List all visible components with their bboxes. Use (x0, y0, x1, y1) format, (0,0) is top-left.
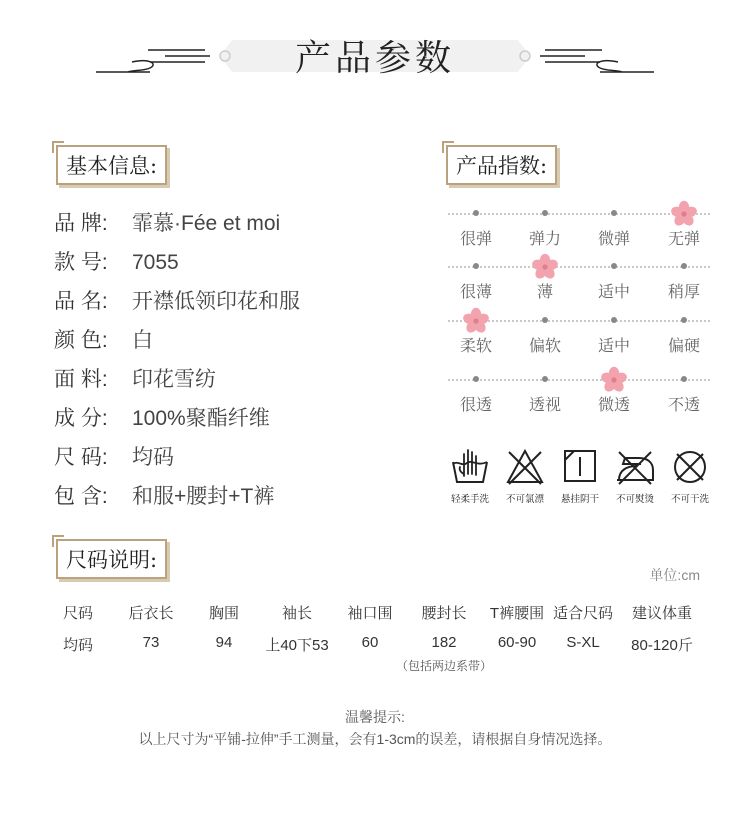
info-row (54, 246, 179, 276)
size-header-cell: 尺码 (62, 605, 93, 622)
care-item (550, 448, 610, 505)
no-bleach-icon (505, 448, 545, 486)
size-value-cell: 73 (142, 634, 160, 651)
index-option-label: 适中 (597, 284, 630, 301)
info-row (54, 480, 274, 510)
flower-marker-icon (670, 200, 698, 228)
info-row (54, 402, 270, 432)
size-header-cell: 腰封长 (421, 605, 467, 622)
care-item (495, 448, 555, 505)
flower-marker-icon (462, 307, 490, 335)
index-option-label: 偏软 (528, 338, 561, 355)
info-key: 颜 色: (54, 329, 108, 352)
index-dot (681, 376, 687, 382)
index-dot (611, 210, 617, 216)
size-value-cell: 182 (431, 634, 457, 651)
index-dot (611, 263, 617, 269)
info-row (54, 285, 300, 315)
index-option-label: 薄 (536, 284, 553, 301)
info-value: 白 (132, 329, 153, 352)
index-dot (473, 210, 479, 216)
info-key: 包 含: (54, 485, 108, 508)
index-dot (473, 263, 479, 269)
info-key: 款 号: (54, 251, 108, 274)
flower-marker-icon (531, 253, 559, 281)
index-scale-line (448, 379, 710, 381)
index-option-label: 不透 (667, 397, 700, 414)
info-key: 品 牌: (54, 212, 108, 235)
size-header-cell: 胸围 (208, 605, 239, 622)
index-dot (681, 263, 687, 269)
index-option-label: 透视 (528, 397, 561, 414)
info-value: 印花雪纺 (132, 368, 216, 391)
size-header-cell: 袖长 (281, 605, 312, 622)
hand-wash-icon (450, 448, 490, 486)
page-title: 产品参数 (294, 38, 455, 79)
flower-marker-icon (600, 366, 628, 394)
index-option-label: 微弹 (597, 231, 630, 248)
index-dot (542, 210, 548, 216)
size-label: 尺码说明: (56, 539, 167, 579)
info-key: 面 料: (54, 368, 108, 391)
care-item (440, 448, 500, 505)
size-value-cell: 60-90 (497, 634, 537, 651)
care-item (605, 448, 665, 505)
product-index-label: 产品指数: (446, 145, 557, 185)
index-option-label: 很弹 (459, 231, 492, 248)
no-iron-icon (613, 448, 657, 486)
care-label: 悬挂阴干 (561, 494, 599, 505)
index-scale-line (448, 266, 710, 268)
info-value: 均码 (132, 446, 174, 469)
info-value: 100%聚酯纤维 (132, 407, 270, 430)
index-option-label: 微透 (597, 397, 630, 414)
page-header (0, 0, 750, 110)
size-value-cell: 80-120斤 (631, 637, 693, 654)
index-option-label: 偏硬 (667, 338, 700, 355)
index-dot (542, 317, 548, 323)
info-value: 和服+腰封+T裤 (132, 485, 275, 508)
index-option-label: 柔软 (459, 338, 492, 355)
index-dot (473, 376, 479, 382)
index-dot (611, 317, 617, 323)
index-option-label: 稍厚 (667, 284, 700, 301)
size-note: （包括两边系带） (395, 659, 492, 673)
info-row (54, 441, 174, 471)
basic-info-label: 基本信息: (56, 145, 167, 185)
info-key: 品 名: (54, 290, 108, 313)
index-option-label: 很薄 (459, 284, 492, 301)
tip-title: 温馨提示: (345, 709, 405, 725)
info-row (54, 207, 280, 237)
size-header-cell: 适合尺码 (552, 605, 613, 622)
info-row (54, 324, 153, 354)
size-value-cell: S-XL (566, 634, 600, 651)
care-item (660, 448, 720, 505)
info-value: 霏慕·Fée et moi (132, 212, 281, 235)
index-option-label: 无弹 (667, 231, 700, 248)
size-header-cell: T裤腰围 (489, 605, 545, 622)
size-header-cell: 建议体重 (631, 605, 692, 622)
size-value-cell: 均码 (62, 637, 93, 654)
care-label: 不可干洗 (671, 494, 709, 505)
size-unit: 单位:cm (649, 567, 700, 583)
info-key: 成 分: (54, 407, 108, 430)
index-dot (542, 376, 548, 382)
info-value: 7055 (132, 251, 179, 274)
care-label: 轻柔手洗 (451, 494, 489, 505)
size-value-cell: 60 (361, 634, 379, 651)
care-label: 不可氯漂 (506, 494, 544, 505)
care-label: 不可熨烫 (616, 494, 654, 505)
size-header-cell: 后衣长 (128, 605, 174, 622)
info-row (54, 363, 216, 393)
index-dot (681, 317, 687, 323)
tip-body: 以上尺寸为“平铺-拉伸”手工测量，会有1-3cm的误差，请根据自身情况选择。 (138, 731, 612, 747)
info-value: 开襟低领印花和服 (132, 290, 300, 313)
index-option-label: 适中 (597, 338, 630, 355)
hang-dry-icon (560, 448, 600, 486)
no-dry-clean-icon (670, 448, 710, 486)
index-option-label: 很透 (459, 397, 492, 414)
size-value-cell: 上40下53 (265, 637, 329, 654)
info-key: 尺 码: (54, 446, 108, 469)
size-header-cell: 袖口围 (347, 605, 393, 622)
index-option-label: 弹力 (528, 231, 561, 248)
size-value-cell: 94 (215, 634, 233, 651)
